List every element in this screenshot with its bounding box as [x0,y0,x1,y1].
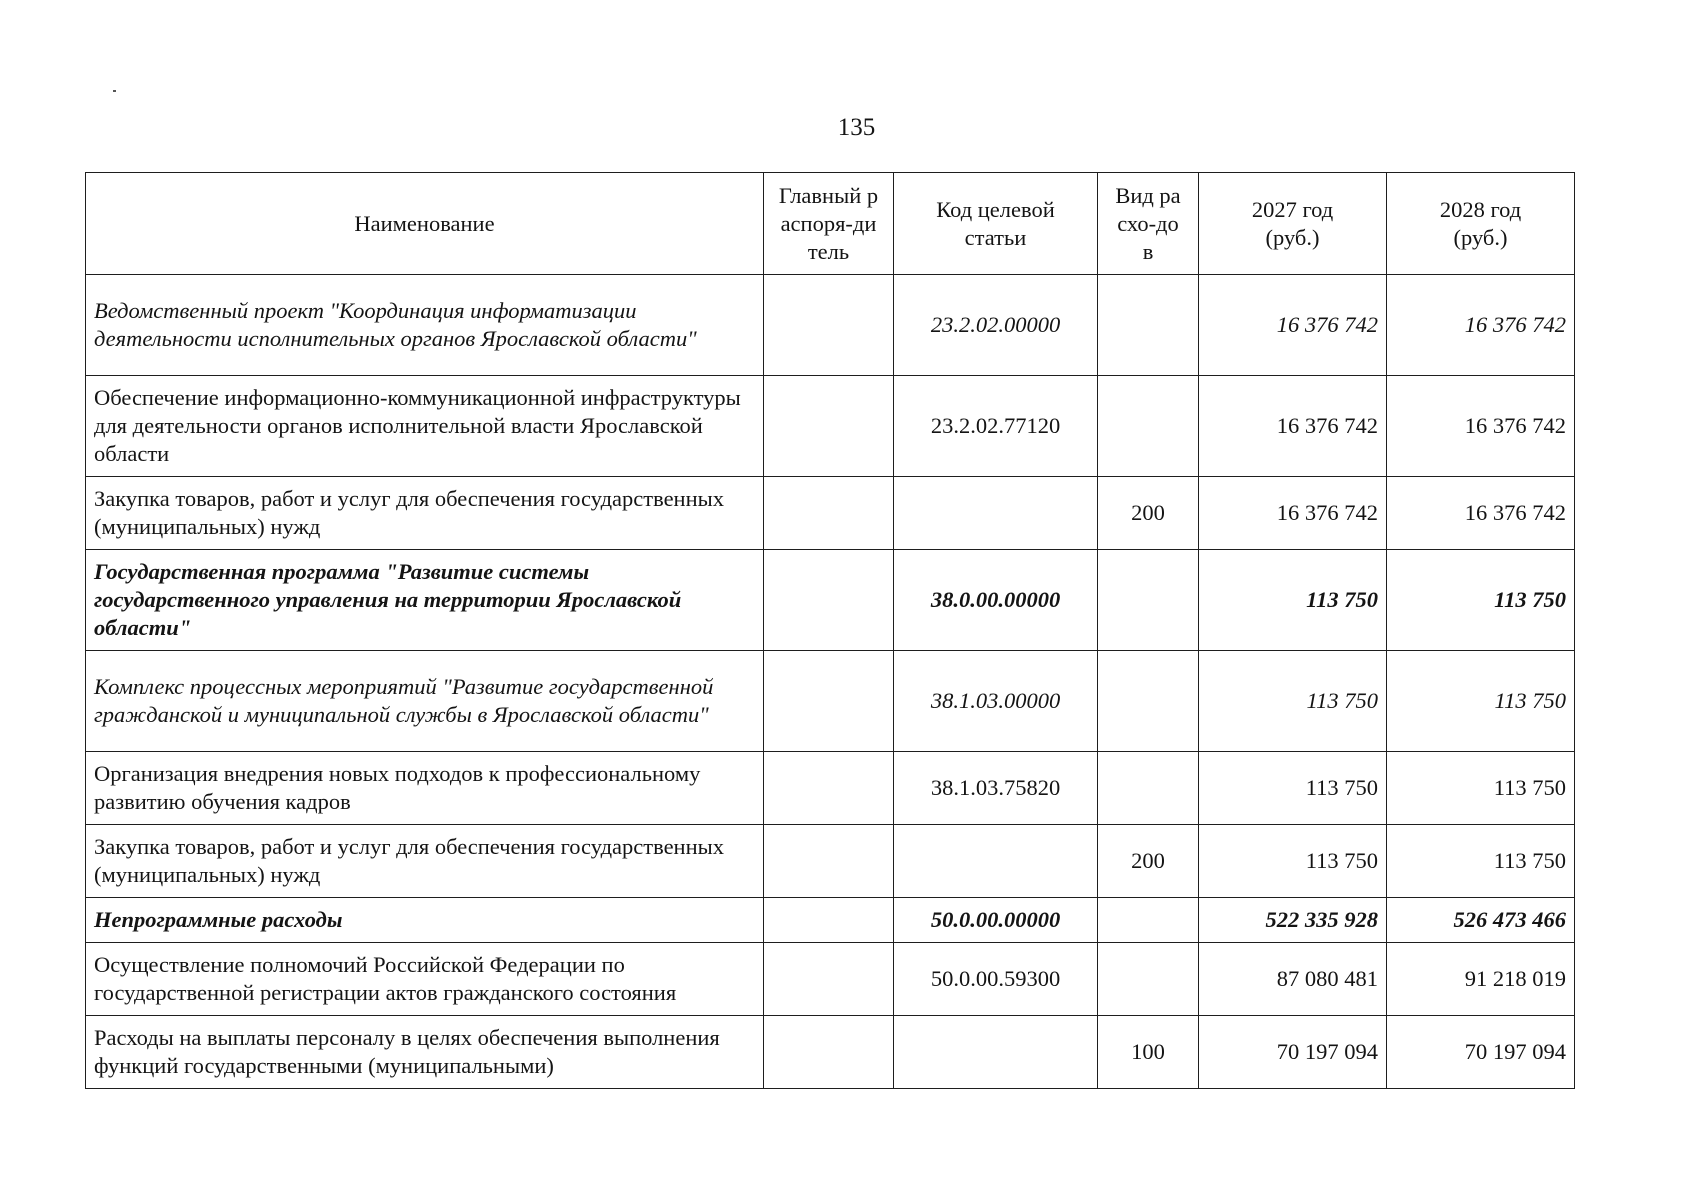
table-body [86,275,1575,1089]
table-header-row [86,173,1575,275]
header-2027 [1199,173,1387,275]
cell-2027: 70 197 094 [1199,1016,1387,1089]
budget-table [85,172,1575,1089]
cell-2027: 16 376 742 [1199,477,1387,550]
table-row [86,752,1575,825]
cell-manager [764,825,894,898]
cell-2027: 113 750 [1199,825,1387,898]
cell-kind: 200 [1098,477,1199,550]
header-code-text: Код целевой статьи [936,196,1055,250]
cell-2028: 70 197 094 [1387,1016,1575,1089]
cell-code: 50.0.00.00000 [894,898,1098,943]
cell-name: Обеспечение информационно-коммуникационной инфраструктуры для деятельности органов исполнительной власти Ярославской области [86,376,764,477]
cell-2028: 16 376 742 [1387,477,1575,550]
cell-name: Организация внедрения новых подходов к профессиональному развитию обучения кадров [86,752,764,825]
cell-manager [764,898,894,943]
cell-manager [764,943,894,1016]
table-row [86,477,1575,550]
cell-name: Государственная программа "Развитие системы государственного управления на территории Ярославской области" [86,550,764,651]
cell-2027: 87 080 481 [1199,943,1387,1016]
cell-kind [1098,943,1199,1016]
header-kind [1098,173,1199,275]
cell-manager [764,376,894,477]
cell-name: Закупка товаров, работ и услуг для обеспечения государственных (муниципальных) нужд [86,477,764,550]
cell-kind: 100 [1098,1016,1199,1089]
cell-manager [764,651,894,752]
cell-code [894,477,1098,550]
cell-kind [1098,376,1199,477]
cell-code [894,1016,1098,1089]
table-row [86,550,1575,651]
cell-2028: 113 750 [1387,825,1575,898]
scan-speck [113,90,116,92]
cell-code: 23.2.02.77120 [894,376,1098,477]
cell-name: Осуществление полномочий Российской Федерации по государственной регистрации актов гражданского состояния [86,943,764,1016]
cell-manager [764,1016,894,1089]
cell-2027: 113 750 [1199,752,1387,825]
table-row [86,898,1575,943]
table-row [86,825,1575,898]
cell-2028: 16 376 742 [1387,376,1575,477]
table-row [86,275,1575,376]
page-number: 135 [837,114,876,141]
header-2028 [1387,173,1575,275]
cell-code [894,825,1098,898]
cell-name: Ведомственный проект "Координация информатизации деятельности исполнительных органов Ярославской области" [86,275,764,376]
cell-code: 38.0.00.00000 [894,550,1098,651]
table-row [86,651,1575,752]
table-row [86,1016,1575,1089]
header-code [894,173,1098,275]
cell-2028: 16 376 742 [1387,275,1575,376]
header-name: Наименование [86,173,764,275]
header-kind-text: Вид расхо-дов [1115,182,1181,264]
cell-name: Расходы на выплаты персоналу в целях обеспечения выполнения функций государственными (муниципальными) [86,1016,764,1089]
cell-2028: 113 750 [1387,651,1575,752]
cell-code: 50.0.00.59300 [894,943,1098,1016]
cell-2027: 522 335 928 [1199,898,1387,943]
cell-name: Комплекс процессных мероприятий "Развитие государственной гражданской и муниципальной службы в Ярославской области" [86,651,764,752]
cell-manager [764,477,894,550]
cell-kind: 200 [1098,825,1199,898]
cell-2028: 526 473 466 [1387,898,1575,943]
cell-kind [1098,550,1199,651]
cell-2027: 16 376 742 [1199,275,1387,376]
cell-kind [1098,898,1199,943]
cell-kind [1098,752,1199,825]
cell-code: 38.1.03.75820 [894,752,1098,825]
cell-2028: 113 750 [1387,752,1575,825]
header-2028-text: 2028 год (руб.) [1439,196,1522,250]
cell-2027: 16 376 742 [1199,376,1387,477]
table-row [86,376,1575,477]
cell-2028: 91 218 019 [1387,943,1575,1016]
cell-manager [764,752,894,825]
cell-name: Закупка товаров, работ и услуг для обеспечения государственных (муниципальных) нужд [86,825,764,898]
cell-manager [764,275,894,376]
header-2027-text: 2027 год (руб.) [1251,196,1334,250]
header-manager-text: Главный распоря-дитель [778,182,879,264]
cell-kind [1098,651,1199,752]
cell-name: Непрограммные расходы [86,898,764,943]
cell-code: 23.2.02.00000 [894,275,1098,376]
cell-manager [764,550,894,651]
cell-2027: 113 750 [1199,651,1387,752]
cell-2028: 113 750 [1387,550,1575,651]
table-row [86,943,1575,1016]
cell-2027: 113 750 [1199,550,1387,651]
cell-code: 38.1.03.00000 [894,651,1098,752]
header-manager [764,173,894,275]
cell-kind [1098,275,1199,376]
